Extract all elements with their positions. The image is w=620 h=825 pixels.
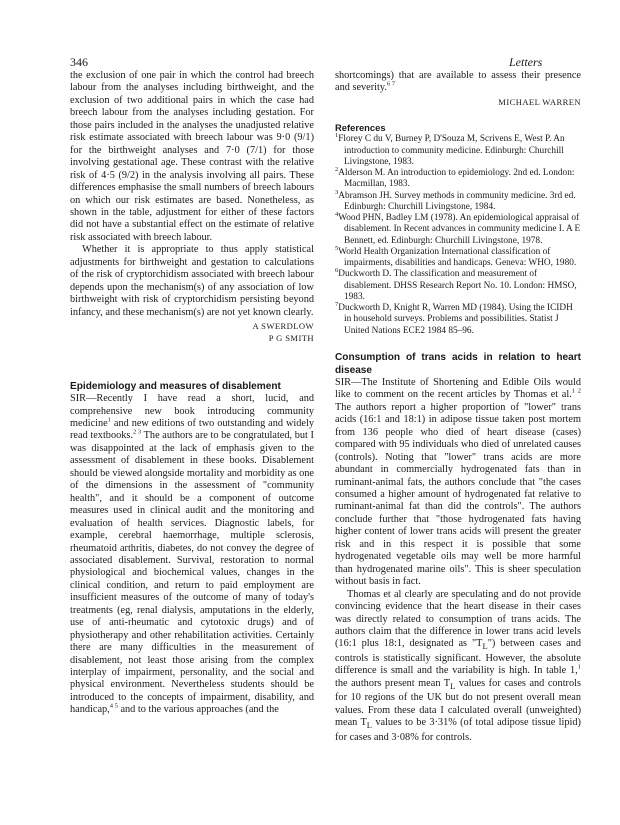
right-column	[335, 70, 581, 744]
reference-item: $^5$World Health Organization International classification of impairments, disabilities and handicaps. Geneva: WHO, 1980.	[335, 244, 577, 269]
letter-title-epidemiology: Epidemiology and measures of disablement	[70, 381, 281, 393]
letter2-paragraph-2: Thomas et al clearly are speculating and do not provide convincing evidence that the heart disease in their cases was directly related to consumption of trans acids. The authors claim that the difference in lower trans acid levels (16:1 plus 18:1, designated as "$T_L$") between cases and controls is statistically significant. However, the absolute difference is small and the variability is high. In table 1,$^1$ the authors present mean $T_L$ values for cases and controls for 10 regions of the UK but do not present overall mean values. From these data I calculated overall (unweighted) mean $T_L$ values to be 3·31% (of total adipose tissue lipid) for cases and 3·08% for controls.	[335, 588, 581, 743]
reference-list	[335, 134, 581, 337]
reference-item: $^3$Abramson JH. Survey methods in community medicine. 3rd ed. Edinburgh: Churchill Livingstone, 1984.	[335, 188, 576, 212]
references-heading: References	[335, 122, 386, 134]
letter-title-trans-acids: Consumption of trans acids in relation to heart disease	[335, 351, 581, 376]
section-label: Letters	[509, 55, 543, 69]
reference-item: $^4$Wood PHN, Badley LM (1978). An epidemiological appraisal of disablement. In Recent advances in community medicine I. A E Bennett, ed. Edinburgh: Churchill Livingstone, 1978.	[335, 211, 581, 246]
reference-item: $^2$Alderson M. An introduction to epidemiology. 2nd ed. London: Macmillan, 1983.	[335, 166, 575, 190]
letter2-paragraph-1: SIR—The Institute of Shortening and Edible Oils would like to comment on the recent articles by Thomas et al.$^{1 2}$ The authors report a higher proportion of "lower" trans acids (16:1 and 18:1) in adipose tissue taken post mortem from 136 people who died of heart disease (cases) compared with 95 individuals who died of unrelated causes (controls). Noting that "lower" trans acids are more abundant in commercially hydrogenated fats than in ruminant-animal fats, the authors conclude that "the cases consumed a higher amount of hydrogenated fat relative to ruminant-animal fat than did the controls". The authors conclude further that "those hydrogenated fats having higher content of lower trans acids will present the greater risk and in this respect it is possible that some hydrogenated vegetable oils may well be more harmful than hydrogenated marine oils". This is sheer speculation without basis in fact.	[335, 376, 582, 588]
reference-item: $^7$Duckworth D, Knight R, Warren MD (1984). Using the ICIDH in household surveys. Problems and possibilities. Statist J United Nations ECE2 1984 85–96.	[335, 301, 573, 336]
intro-paragraph: the exclusion of one pair in which the control had breech labour from the analyses including birthweight, and the exclusion of two additional pairs in which the case had breech labour from the analyses including gestation. For those pairs included in the analyses the unadjusted relative risk estimate associated with breech labour was 9·0 (9/1) for the birthweight analyses and 7·0 (7/1) for those involving gestational age. These contrast with the relative risk of 4·5 (9/2) in the analysis involving all pairs. These differences emphasise the small numbers of breech labours on which our risk estimates are based. Nonetheless, as shown in the table, adjustment for either of these factors did not have a substantial effect on the estimate of relative risk associated with breech labour.	[70, 70, 314, 243]
reference-item: $^6$Duckworth D. The classification and measurement of disablement. DHSS Research Report No. 10. London: HMSO, 1983.	[335, 267, 577, 302]
continuation-paragraph: shortcomings) that are available to assess their presence and severity.$^{6 7}$	[335, 70, 581, 94]
left-column	[70, 70, 314, 717]
signature-warren: MICHAEL WARREN	[498, 96, 581, 107]
page-number: 346	[70, 55, 88, 69]
signature-swerdlow: A SWERDLOW	[252, 321, 314, 332]
letter-body-epidemiology: SIR—Recently I have read a short, lucid, and comprehensive new book introducing community medicine$^1$ and new editions of two outstanding and widely read textbooks.$^{2 3}$ The authors are to be congratulated, but I was disappointed at the lack of emphasis given to the assessment of disablement in these books. Disablement should be viewed alongside mortality and morbidity as one of the dimensions in the assessment of "community health", and it should be a component of outcome measures used in clinical audit and the monitoring and evaluation of health services. Diagnostic labels, for example, cerebral haemorrhage, multiple sclerosis, rheumatoid arthritis, diabetes, do not convey the degree of associated disablement. Survival, restoration to normal physiological and biochemical values, changes in the clinical condition, and return to paid employment are insufficient measures of the outcome of many of today's treatments (eg, renal dialysis, amputations in the elderly, use of anti-rheumatic and cytotoxic drugs) and of physiotherapy and other rehabilitation activities. Certainly there are many difficulties in the measurement of disablement, not least those arising from the complex interplay of impairment, personality, and the social and physical environment. Nevertheless students should be introduced to the concepts of impairment, disability, and handicap,$^{4 5}$ and to the various approaches (and the	[70, 393, 314, 716]
signature-smith: P G SMITH	[268, 332, 314, 343]
second-paragraph: Whether it is appropriate to thus apply statistical adjustments for birthweight and gestation to calculations of the risk of cryptorchidism associated with breech labour depends upon the mechanism(s) of any association of low birthweight with risk of cryptorchidism persisting beyond infancy, and these mechanism(s) are not yet known clearly.	[70, 244, 314, 318]
reference-item: $^1$Florey C du V, Burney P, D'Souza M, Scrivens E, West P. An introduction to community medicine. Edinburgh: Churchill Livingstone, 1983.	[335, 132, 565, 167]
